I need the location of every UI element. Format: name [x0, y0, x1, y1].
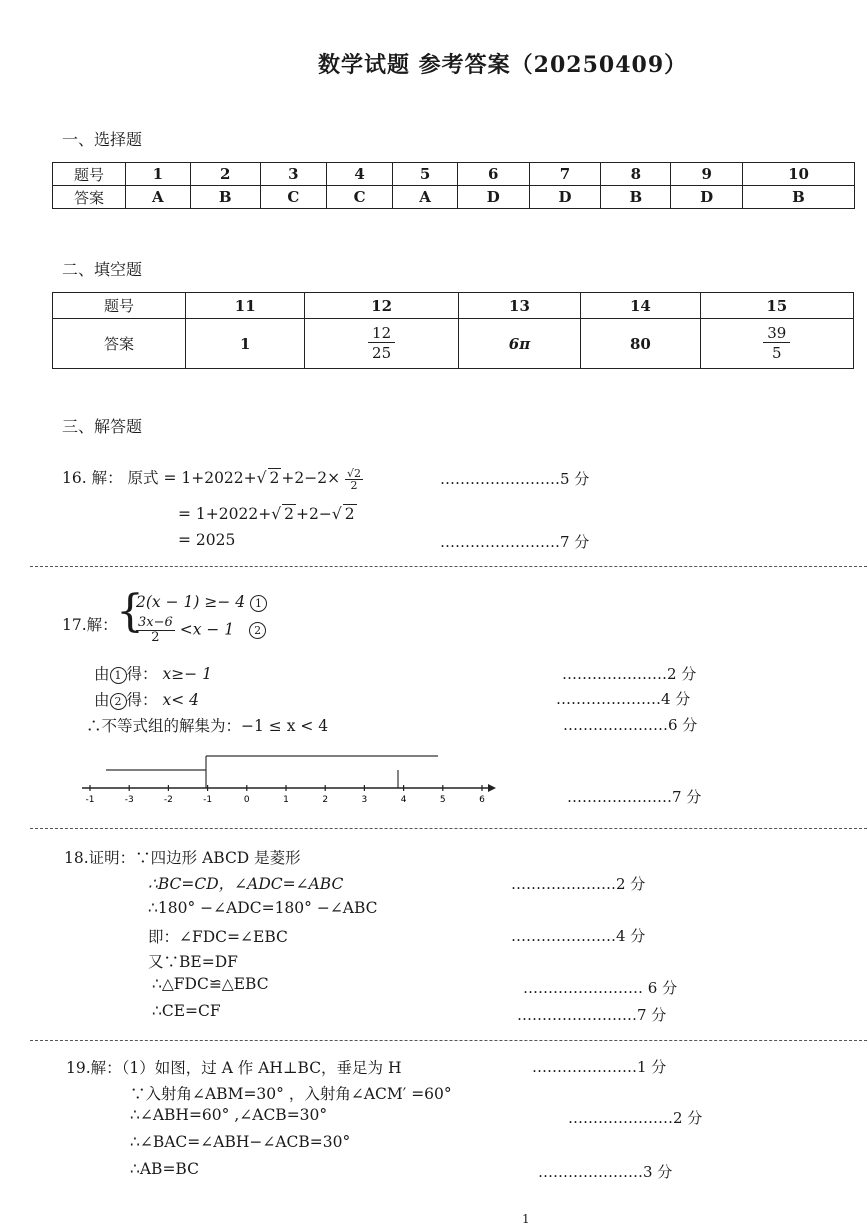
section-heading-fill: 二、填空题 — [62, 260, 143, 279]
step-text: 由 — [94, 691, 110, 709]
question-number: 8 — [601, 163, 671, 186]
circled-number: 1 — [250, 595, 267, 612]
question-number: 5 — [393, 163, 458, 186]
answer-cell: B — [190, 186, 260, 209]
score-marker: …………………… 6 分 — [523, 979, 678, 997]
answer-cell: 1 — [186, 319, 305, 369]
step-text: 由 — [94, 665, 110, 683]
question-number: 9 — [671, 163, 743, 186]
axis-tick-label: 1 — [283, 795, 289, 805]
sqrt-symbol: √ — [271, 505, 282, 523]
q17-conclusion: ∴不等式组的解集为：−1 ≤ x < 4 — [86, 717, 329, 735]
circled-number: 1 — [110, 667, 127, 684]
answer-cell: C — [260, 186, 326, 209]
q16-expr: +2−2× — [281, 469, 341, 487]
score-marker: …………………2 分 — [568, 1109, 703, 1127]
sqrt-radicand: 2 — [284, 505, 294, 523]
fraction-numerator: 39 — [763, 325, 790, 343]
fraction-numerator: 3x−6 — [138, 615, 173, 630]
axis-tick-label: 2 — [322, 795, 329, 805]
question-number: 6 — [457, 163, 529, 186]
answer-cell: D — [529, 186, 601, 209]
table-row — [53, 319, 854, 369]
score-marker: …………………2 分 — [562, 665, 697, 683]
axis-tick-label: 6 — [479, 795, 485, 805]
choice-answer-table — [52, 162, 855, 209]
score-marker: ……………………7 分 — [517, 1006, 667, 1024]
q18-line-5: 又∵BE=DF — [148, 953, 238, 971]
q17-step-2 — [94, 688, 199, 710]
row-label: 答案 — [53, 186, 126, 209]
row-label: 题号 — [53, 293, 186, 319]
fraction — [368, 325, 395, 362]
fraction — [136, 616, 175, 645]
question-number: 14 — [581, 293, 700, 319]
q16-line-3: = 2025 — [178, 531, 236, 549]
q17-step-1 — [94, 662, 212, 684]
answer-cell: B — [601, 186, 671, 209]
q16-line-1 — [62, 466, 363, 491]
q19-line-3: ∴∠ABH=60° ,∠ACB=30° — [130, 1106, 328, 1124]
step-text: 得： — [126, 691, 158, 709]
question-number: 13 — [458, 293, 580, 319]
circled-number: 2 — [110, 693, 127, 710]
step-math: x≥− 1 — [162, 665, 212, 683]
answer-cell: D — [671, 186, 743, 209]
fraction — [763, 325, 790, 362]
q18-line-3: ∴180° −∠ADC=180° −∠ABC — [148, 899, 378, 917]
fraction — [345, 468, 363, 491]
axis-tick-label: 5 — [439, 795, 446, 805]
row-label: 答案 — [53, 319, 186, 369]
q16-expr: 原式 = 1+2022+ — [127, 469, 257, 487]
fraction-denominator: 2 — [350, 478, 358, 492]
score-marker: …………………7 分 — [567, 788, 702, 806]
step-text: 得： — [126, 665, 158, 683]
q19-line-1: 19.解：（1）如图，过 A 作 AH⊥BC，垂足为 H — [66, 1059, 402, 1077]
question-number: 12 — [305, 293, 458, 319]
q17-inequality-2 — [136, 616, 266, 645]
answer-cell: C — [326, 186, 392, 209]
question-number: 7 — [529, 163, 601, 186]
table-row — [53, 186, 855, 209]
axis-tick-label: 3 — [361, 795, 368, 805]
answer-cell: A — [126, 186, 191, 209]
fill-answer-table — [52, 292, 854, 369]
question-number: 2 — [190, 163, 260, 186]
q18-line-4: 即：∠FDC=∠EBC — [148, 928, 288, 946]
question-number: 4 — [326, 163, 392, 186]
score-marker: …………………2 分 — [511, 875, 646, 893]
section-heading-solution: 三、解答题 — [62, 417, 143, 436]
answer-cell: A — [393, 186, 458, 209]
answer-cell: D — [457, 186, 529, 209]
sqrt-radicand: 2 — [269, 469, 280, 487]
sqrt-radicand: 2 — [344, 505, 355, 523]
system-brace: { — [116, 586, 144, 637]
section-divider — [30, 566, 867, 567]
inequality-text: <x − 1 — [179, 620, 235, 639]
score-marker: ……………………7 分 — [440, 533, 590, 551]
score-marker: …………………6 分 — [563, 716, 698, 734]
number-line — [78, 748, 498, 806]
question-number: 11 — [186, 293, 305, 319]
axis-tick-label: 4 — [400, 795, 407, 805]
fraction-denominator: 5 — [772, 344, 782, 362]
table-row — [53, 293, 854, 319]
q18-line-2: ∴BC=CD，∠ADC=∠ABC — [148, 875, 344, 893]
score-marker: …………………4 分 — [556, 690, 691, 708]
answer-cell — [305, 319, 458, 369]
fraction-denominator: 2 — [151, 630, 160, 645]
axis-tick-label: -2 — [163, 795, 173, 805]
question-number: 3 — [260, 163, 326, 186]
score-marker: …………………4 分 — [511, 927, 646, 945]
q19-line-5: ∴AB=BC — [130, 1160, 199, 1178]
question-number: 10 — [743, 163, 855, 186]
answer-cell — [700, 319, 853, 369]
step-math: x< 4 — [162, 691, 199, 709]
sqrt-symbol: √ — [331, 505, 342, 523]
circled-number: 2 — [249, 622, 266, 639]
fraction-numerator: 12 — [368, 325, 395, 343]
q18-line-7: ∴CE=CF — [152, 1002, 221, 1020]
section-divider — [30, 1040, 867, 1041]
section-divider — [30, 828, 867, 829]
fraction-numerator: √2 — [347, 466, 362, 480]
section-heading-choice: 一、选择题 — [62, 130, 143, 149]
question-number: 1 — [126, 163, 191, 186]
axis-tick-label: -1 — [203, 795, 213, 805]
page-title: 数学试题 参考答案（20250409） — [318, 52, 688, 78]
q18-line-6: ∴△FDC≌△EBC — [152, 975, 269, 993]
axis-tick-label: 0 — [243, 795, 250, 805]
q16-line-2 — [178, 505, 357, 523]
page-number: 1 — [522, 1212, 530, 1226]
q17-inequality-1 — [136, 593, 267, 612]
q17-label: 17.解： — [62, 616, 118, 634]
q19-line-4: ∴∠BAC=∠ABH−∠ACB=30° — [130, 1133, 351, 1151]
q16-label: 16. 解： — [62, 469, 123, 487]
inequality-text: 2(x − 1) ≥− 4 — [136, 593, 246, 611]
axis-arrow — [488, 784, 496, 792]
q18-line-1: 18.证明：∵四边形 ABCD 是菱形 — [64, 849, 301, 867]
sqrt-symbol: √ — [256, 469, 267, 487]
question-number: 15 — [700, 293, 853, 319]
score-marker: …………………1 分 — [532, 1058, 667, 1076]
answer-cell: 80 — [581, 319, 700, 369]
q16-expr: +2− — [295, 505, 332, 523]
answer-cell: B — [743, 186, 855, 209]
score-marker: …………………3 分 — [538, 1163, 673, 1181]
row-label: 题号 — [53, 163, 126, 186]
fraction-denominator: 25 — [372, 344, 392, 362]
q16-expr: = 1+2022+ — [178, 505, 272, 523]
table-row — [53, 163, 855, 186]
axis-tick-label: -1 — [85, 795, 95, 805]
axis-tick-label: -3 — [124, 795, 134, 805]
answer-cell: 6π — [458, 319, 580, 369]
score-marker: ……………………5 分 — [440, 470, 590, 488]
q19-line-2: ∵入射角∠ABM=30° ，入射角∠ACM′ =60° — [130, 1085, 452, 1103]
